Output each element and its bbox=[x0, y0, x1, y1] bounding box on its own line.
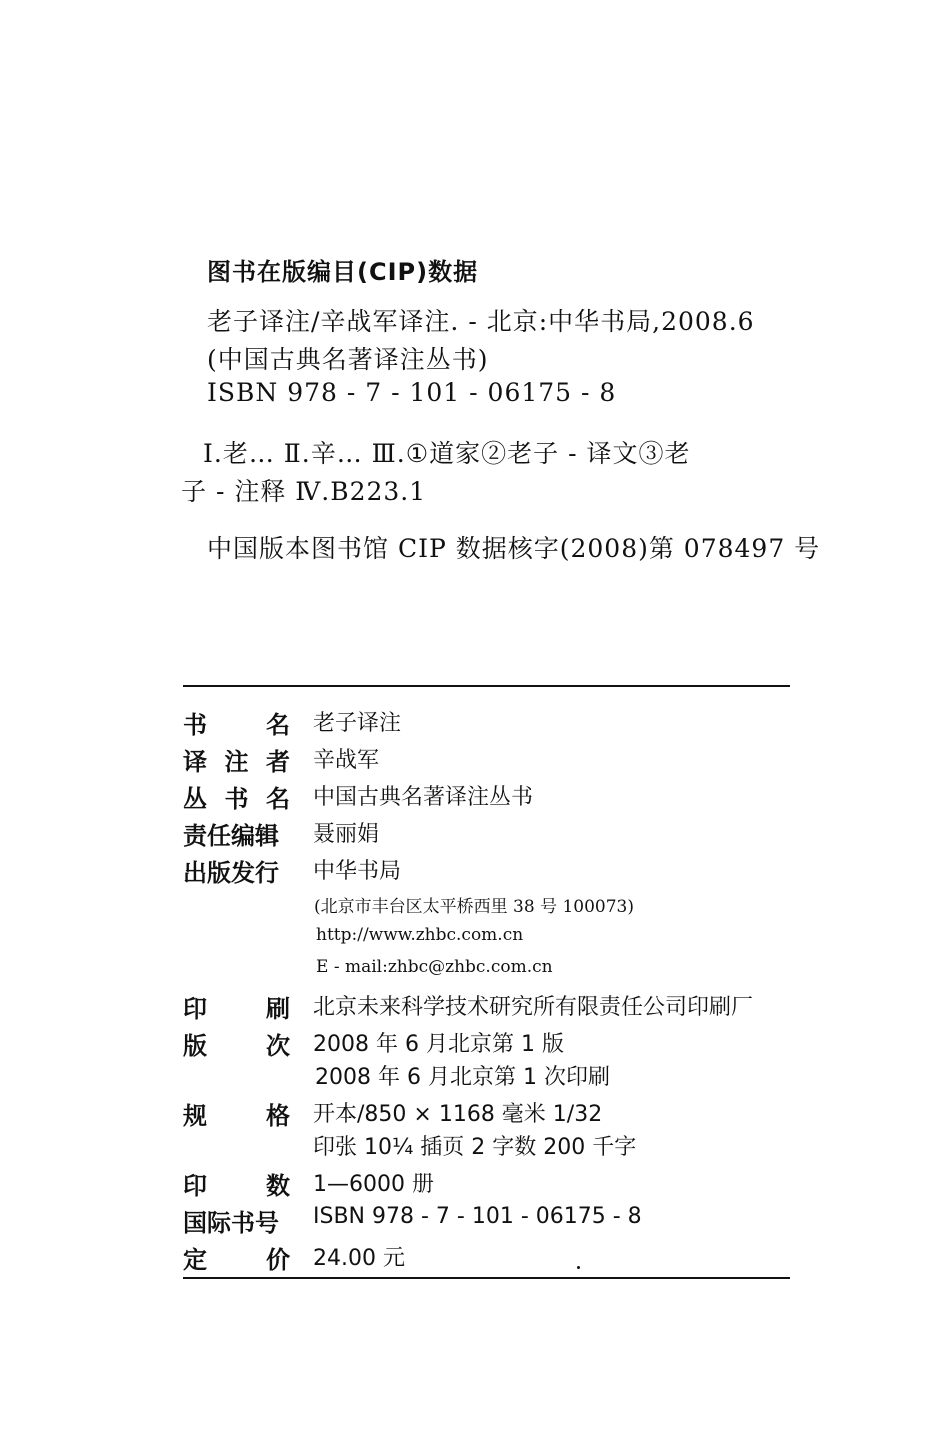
value-editor: 聂丽娟 bbox=[313, 822, 380, 847]
value-isbn: ISBN 978 - 7 - 101 - 06175 - 8 bbox=[313, 1204, 642, 1229]
bottom-rule bbox=[183, 1277, 790, 1279]
value-format: 开本/850 × 1168 毫米 1/32 bbox=[313, 1102, 603, 1127]
cip-classification-line: Ⅰ.老… Ⅱ.辛… Ⅲ.①道家②老子 - 译文③老 bbox=[203, 439, 691, 468]
value-print-run: 1—6000 册 bbox=[313, 1172, 434, 1197]
label-editor: 责任编辑 bbox=[183, 822, 279, 850]
value-publisher: 中华书局 bbox=[313, 859, 402, 884]
cip-heading: 图书在版编目(CIP)数据 bbox=[207, 258, 479, 286]
value-edition: 2008 年 6 月北京第 1 版 bbox=[313, 1032, 564, 1057]
value-title: 老子译注 bbox=[313, 711, 402, 736]
cip-verification-number: 中国版本图书馆 CIP 数据核字(2008)第 078497 号 bbox=[207, 534, 821, 563]
cip-classification-line-cont: 子 - 注释 Ⅳ.B223.1 bbox=[181, 477, 427, 506]
value-translator: 辛战军 bbox=[313, 748, 380, 773]
top-rule bbox=[183, 685, 790, 687]
label-isbn: 国际书号 bbox=[183, 1209, 279, 1237]
speck bbox=[577, 1266, 580, 1269]
label-title: 书 名 bbox=[183, 711, 290, 739]
publisher-email: E - mail:zhbc@zhbc.com.cn bbox=[316, 957, 553, 977]
value-printing: 2008 年 6 月北京第 1 次印刷 bbox=[315, 1065, 610, 1090]
label-publisher: 出版发行 bbox=[183, 859, 279, 887]
label-format: 规 格 bbox=[183, 1102, 290, 1130]
value-series: 中国古典名著译注丛书 bbox=[313, 785, 534, 810]
cip-isbn-line: ISBN 978 - 7 - 101 - 06175 - 8 bbox=[207, 378, 617, 407]
publisher-website: http://www.zhbc.com.cn bbox=[316, 925, 524, 945]
label-series: 丛 书 名 bbox=[183, 785, 290, 813]
value-sheets: 印张 10¼ 插页 2 字数 200 千字 bbox=[313, 1135, 637, 1160]
cip-title-line: 老子译注/辛战军译注. - 北京:中华书局,2008.6 bbox=[207, 307, 755, 336]
label-print-run: 印 数 bbox=[183, 1172, 290, 1200]
value-price: 24.00 元 bbox=[313, 1246, 405, 1271]
label-edition: 版 次 bbox=[183, 1032, 290, 1060]
cip-series-line: (中国古典名著译注丛书) bbox=[207, 345, 489, 374]
label-printer: 印 刷 bbox=[183, 995, 290, 1023]
value-printer: 北京未来科学技术研究所有限责任公司印刷厂 bbox=[313, 995, 754, 1020]
publisher-address: (北京市丰台区太平桥西里 38 号 100073) bbox=[314, 897, 635, 917]
label-translator: 译 注 者 bbox=[183, 748, 290, 776]
label-price: 定 价 bbox=[183, 1246, 290, 1274]
